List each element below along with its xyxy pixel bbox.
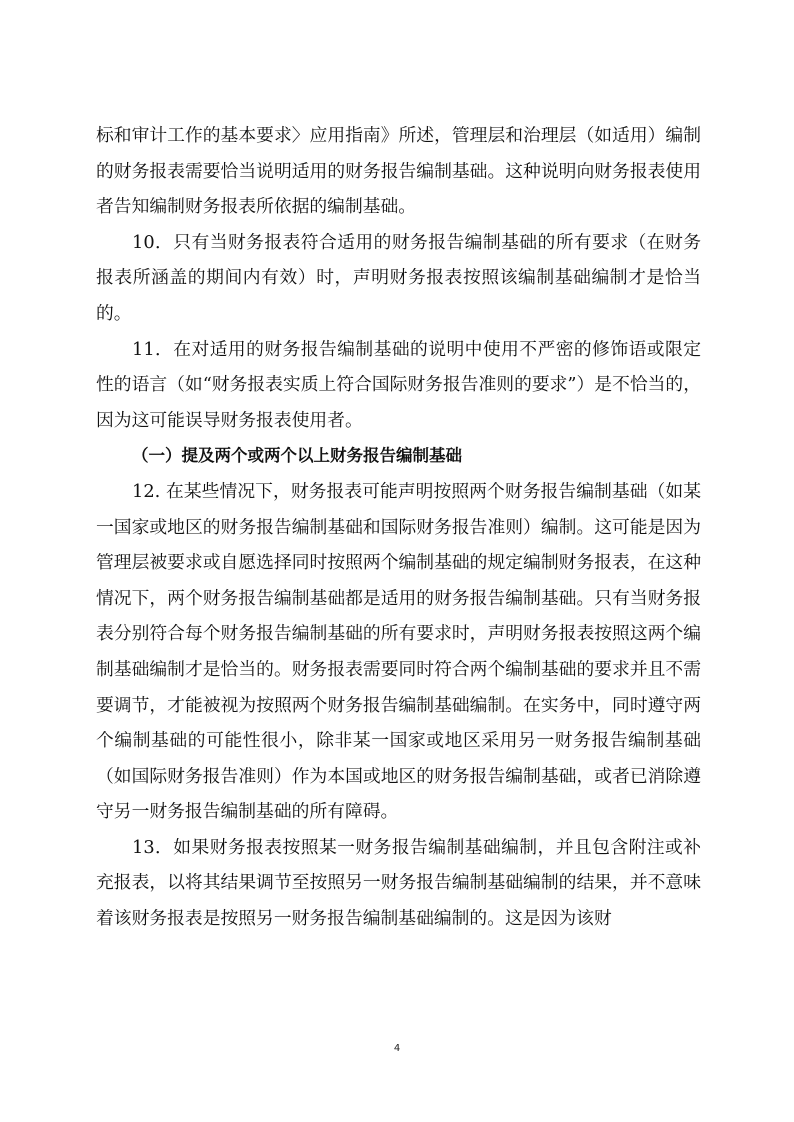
document-body	[96, 118, 701, 937]
section-heading: （一）提及两个或两个以上财务报告编制基础	[132, 446, 462, 466]
paragraph-10: 10．只有当财务报表符合适用的财务报告编制基础的所有要求（在财务报表所涵盖的期间内有效）时，声明财务报表按照该编制基础编制才是恰当的。	[96, 231, 701, 324]
paragraph-continued: 标和审计工作的基本要求〉应用指南》所述，管理层和治理层（如适用）编制的财务报表需要恰当说明适用的财务报告编制基础。这种说明向财务报表使用者告知编制财务报表所依据的编制基础。	[96, 125, 701, 218]
page-number: 4	[393, 1043, 401, 1054]
paragraph-13: 13．如果财务报表按照某一财务报告编制基础编制，并且包含附注或补充报表，以将其结果调节至按照另一财务报告编制基础编制的结果，并不意味着该财务报表是按照另一财务报告编制基础编制的。这是因为该财	[96, 836, 701, 930]
paragraph-11: 11．在对适用的财务报告编制基础的说明中使用不严密的修饰语或限定性的语言（如“财务报表实质上符合国际财务报告准则的要求”）是不恰当的，因为这可能误导财务报表使用者。	[96, 338, 701, 431]
paragraph-12: 12. 在某些情况下，财务报表可能声明按照两个财务报告编制基础（如某一国家或地区的财务报告编制基础和国际财务报告准则）编制。这可能是因为管理层被要求或自愿选择同时按照两个编制基础的规定编制财务报表，在这种情况下，两个财务报告编制基础都是适用的财务报告编制基础。只有当财务报表分别符合每个财务报告编制基础的所有要求时，声明财务报表按照这两个编制基础编制才是恰当的。财务报表需要同时符合两个编制基础的要求并且不需要调节，才能被视为按照两个财务报告编制基础编制。在实务中，同时遵守两个编制基础的可能性很小，除非某一国家或地区采用另一财务报告编制基础（如国际财务报告准则）作为本国或地区的财务报告编制基础，或者已消除遵守另一财务报告编制基础的所有障碍。	[96, 480, 701, 823]
